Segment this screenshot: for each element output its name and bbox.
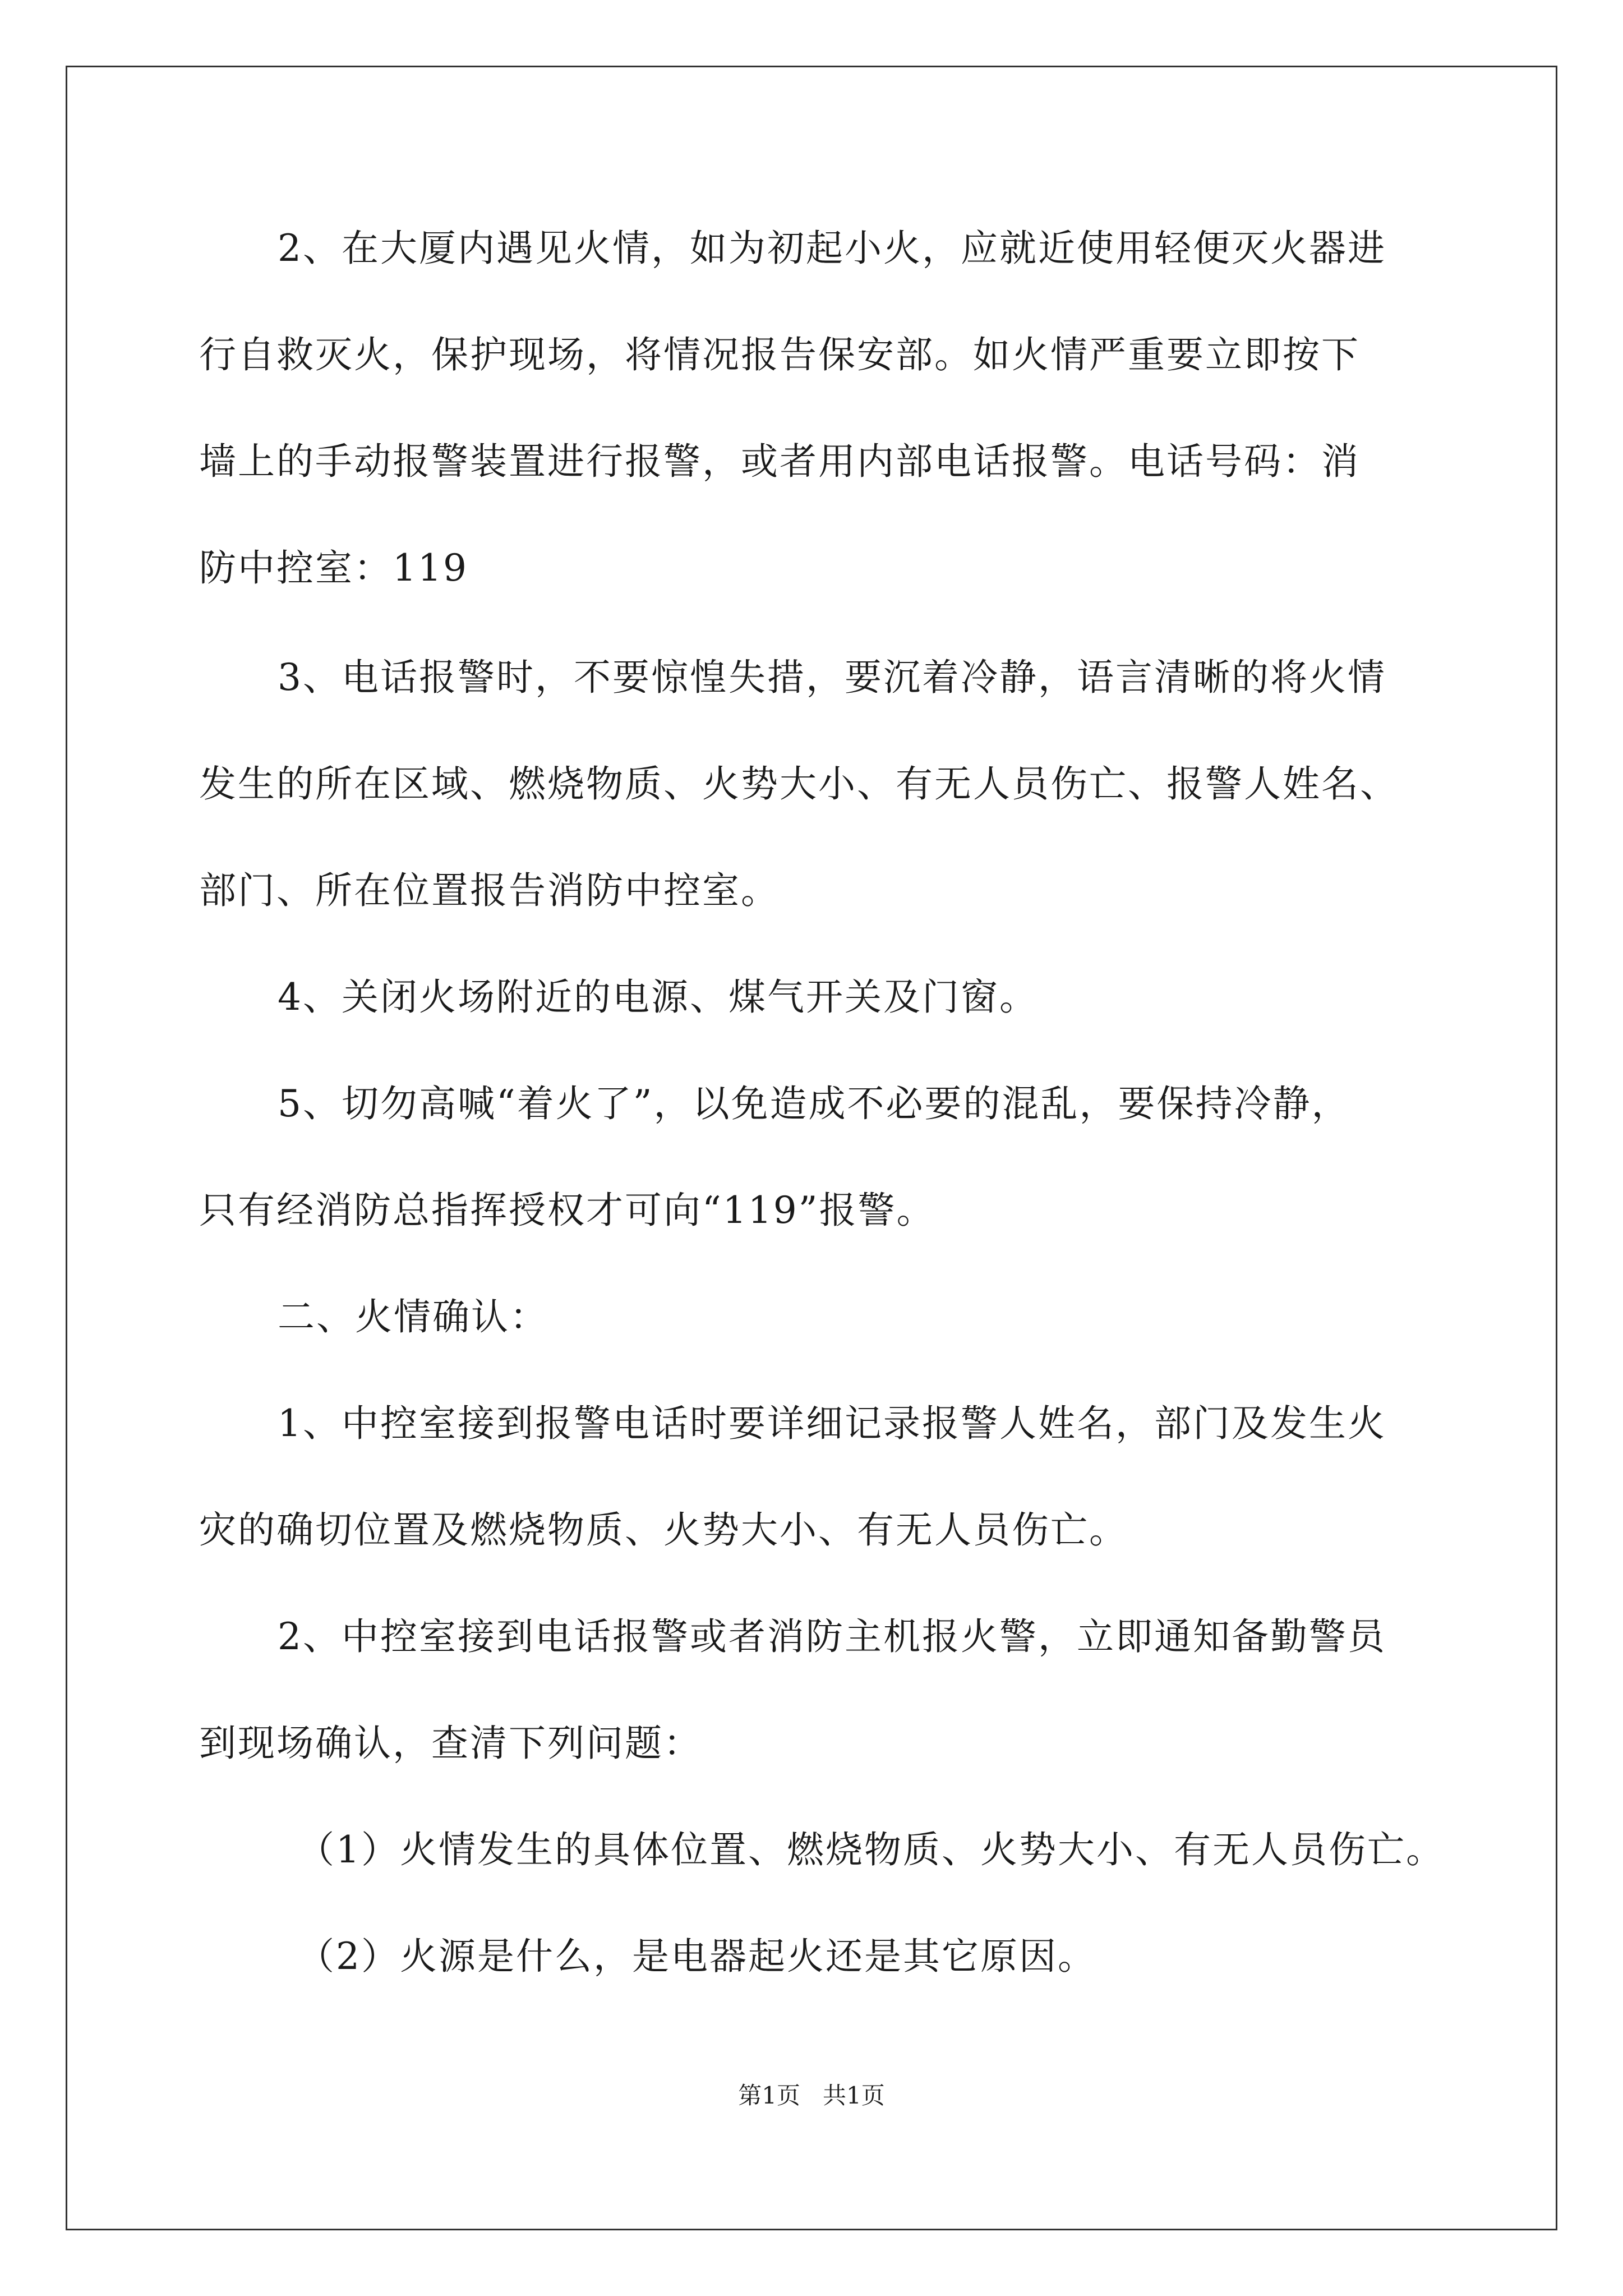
paragraph-line: 灾的确切位置及燃烧物质、火势大小、有无人员伤亡。 xyxy=(199,1508,1128,1552)
paragraph-line: 3、电话报警时，不要惊惶失措，要沉着冷静，语言清晰的将火情 xyxy=(278,656,1386,699)
paragraph-line: 2、中控室接到电话报警或者消防主机报火警，立即通知备勤警员 xyxy=(278,1615,1386,1658)
page-border xyxy=(66,66,1557,2230)
paragraph-line: 防中控室：119 xyxy=(199,546,468,590)
page-number-footer: 第1页 共1页 xyxy=(738,2082,885,2109)
paragraph-line: 行自救灭火，保护现场，将情况报告保安部。如火情严重要立即按下 xyxy=(199,333,1360,376)
list-item: （2）火源是什么，是电器起火还是其它原因。 xyxy=(297,1935,1096,1978)
paragraph-line: 墙上的手动报警装置进行报警，或者用内部电话报警。电话号码：消 xyxy=(199,440,1360,483)
paragraph-line: 发生的所在区域、燃烧物质、火势大小、有无人员伤亡、报警人姓名、 xyxy=(199,762,1399,806)
paragraph-line: 4、关闭火场附近的电源、煤气开关及门窗。 xyxy=(278,976,1038,1019)
section-heading: 二、火情确认： xyxy=(278,1295,548,1338)
paragraph-line: 部门、所在位置报告消防中控室。 xyxy=(199,869,780,912)
paragraph-line: 到现场确认，查清下列问题： xyxy=(199,1722,702,1765)
paragraph-line: 2、在大厦内遇见火情，如为初起小火，应就近使用轻便灭火器进 xyxy=(278,227,1386,270)
paragraph-line: 只有经消防总指挥授权才可向“119”报警。 xyxy=(199,1189,935,1232)
paragraph-line: 1、中控室接到报警电话时要详细记录报警人姓名，部门及发生火 xyxy=(278,1402,1386,1445)
list-item: （1）火情发生的具体位置、燃烧物质、火势大小、有无人员伤亡。 xyxy=(297,1828,1445,1871)
paragraph-line: 5、切勿高喊“着火了”，以免造成不必要的混乱，要保持冷静， xyxy=(278,1082,1350,1125)
